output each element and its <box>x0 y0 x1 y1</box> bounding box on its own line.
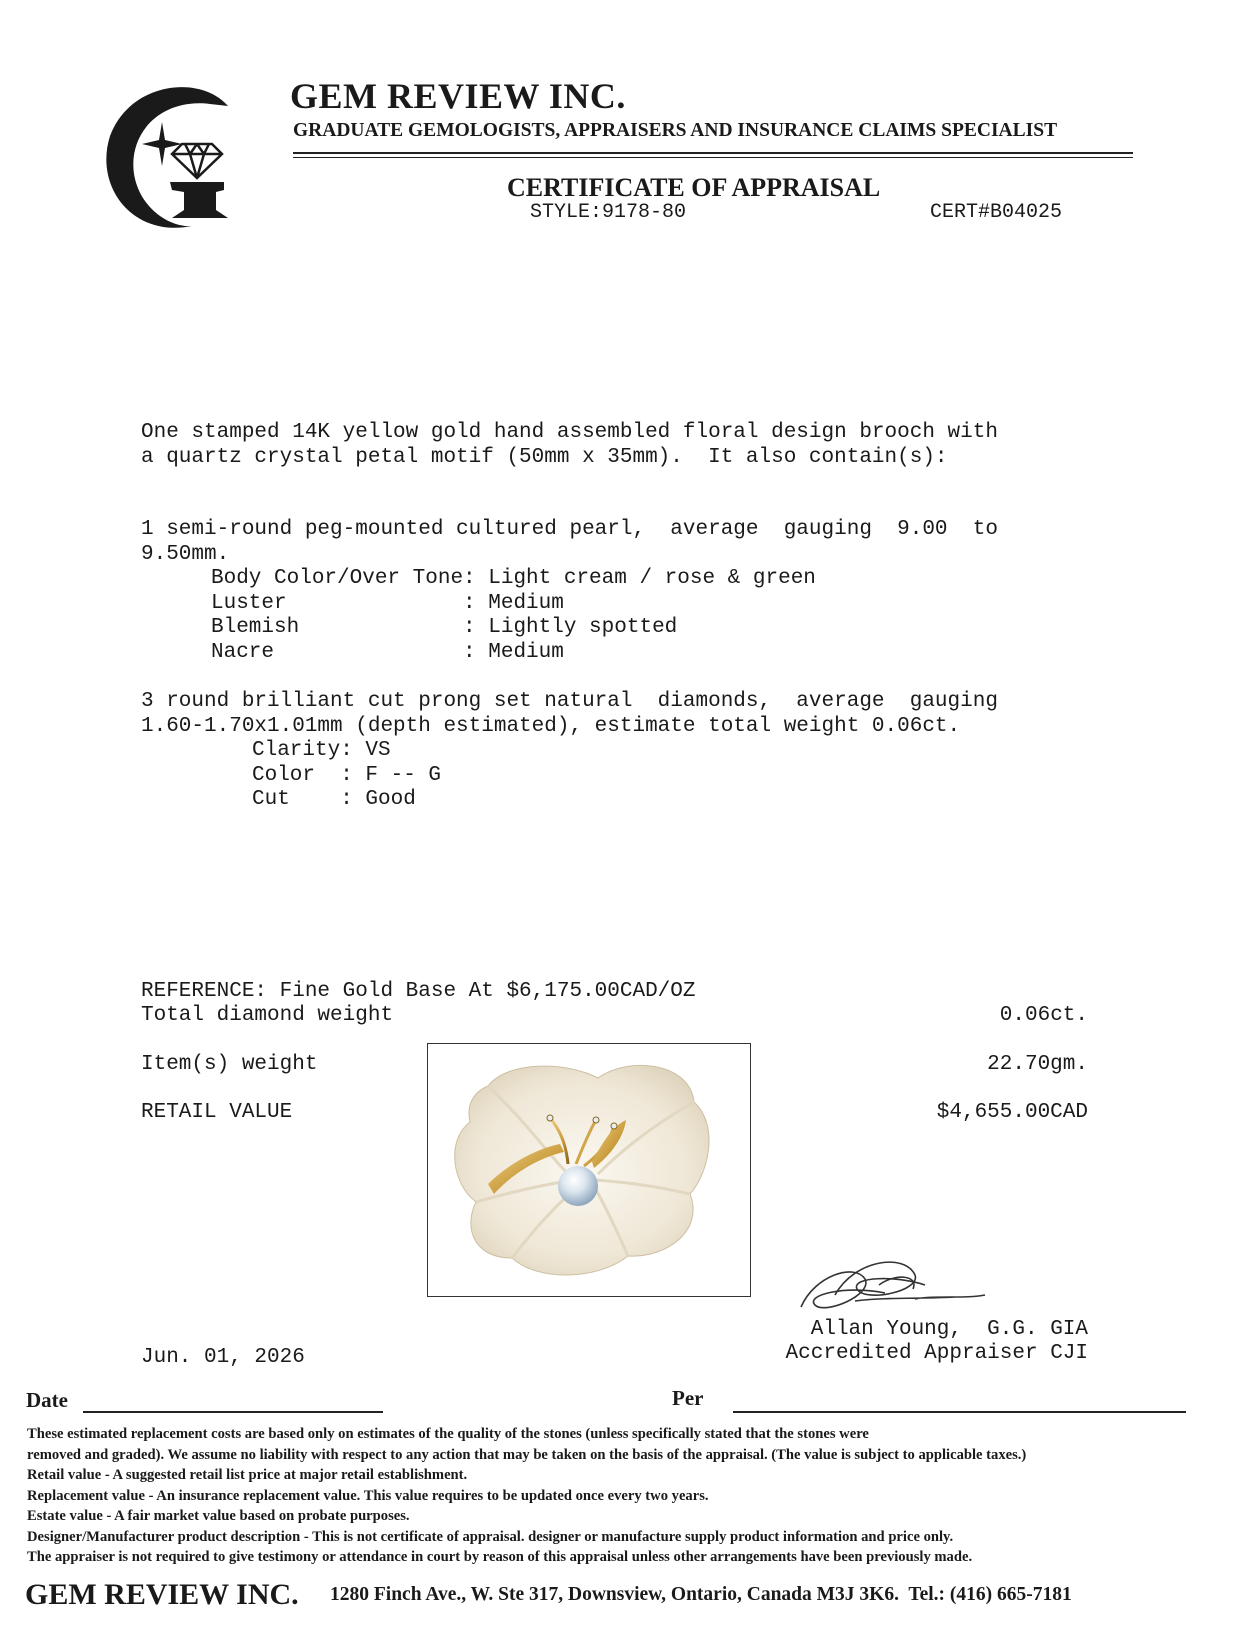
pearl-description <box>141 518 998 567</box>
item-weight-value: 22.70gm. <box>987 1053 1088 1076</box>
company-logo <box>100 78 240 238</box>
appraisal-date: Jun. 01, 2026 <box>141 1346 305 1369</box>
pearl-line: 9.50mm. <box>141 542 230 566</box>
diamond-description <box>141 690 998 739</box>
retail-value-label: RETAIL VALUE <box>141 1101 293 1124</box>
disclaimer-block <box>27 1424 1237 1568</box>
footer-address: 1280 Finch Ave., W. Ste 317, Downsview, Ontario, Canada M3J 3K6. Tel.: (416) 665-7181 <box>330 1584 1072 1605</box>
disclaimer-line: removed and graded). We assume no liability with respect to any action that may be taken on the basis of the appraisal. (The value is subject to applicable taxes.) <box>27 1446 1027 1463</box>
style-number: STYLE:9178-80 <box>530 201 687 224</box>
brooch-image <box>428 1044 750 1296</box>
certificate-number: CERT#B04025 <box>930 201 1063 224</box>
pearl-attribute: Nacre : Medium <box>211 640 564 664</box>
header-rule <box>293 152 1133 154</box>
total-diamond-weight-label: Total diamond weight <box>141 1004 394 1027</box>
disclaimer-line: Retail value - A suggested retail list price at major retail establishment. <box>27 1467 468 1483</box>
item-weight-label: Item(s) weight <box>141 1053 318 1076</box>
item-description <box>141 421 998 470</box>
diamond-line: 3 round brilliant cut prong set natural diamonds, average gauging <box>141 690 998 713</box>
diamond-attribute: Color : F -- G <box>252 763 442 787</box>
gold-reference: REFERENCE: Fine Gold Base At $6,175.00CAD/OZ <box>141 980 696 1003</box>
disclaimer-line: These estimated replacement costs are based only on estimates of the quality of the stones (unless specifically stated that the stones were <box>27 1426 869 1442</box>
diamond-attribute: Cut : Good <box>252 788 416 811</box>
pearl <box>558 1166 598 1206</box>
per-label: Per <box>672 1386 704 1410</box>
total-diamond-weight-value: 0.06ct. <box>999 1004 1088 1027</box>
per-signature-line <box>733 1411 1186 1413</box>
appraiser-name: Allan Young, G.G. GIA <box>810 1318 1088 1341</box>
date-label: Date <box>26 1388 68 1412</box>
footer-company-name: GEM REVIEW INC. <box>25 1578 299 1611</box>
description-line: One stamped 14K yellow gold hand assembled floral design brooch with <box>141 421 998 444</box>
pearl-attribute: Blemish : Lightly spotted <box>211 616 678 639</box>
disclaimer-line: Replacement value - An insurance replacement value. This value requires to be updated once every two years. <box>27 1487 709 1504</box>
item-photo <box>427 1043 751 1297</box>
diamond-attribute: Clarity: VS <box>252 739 391 762</box>
diamond-attributes <box>252 739 441 813</box>
disclaimer-line: Estate value - A fair market value based on probate purposes. <box>27 1508 410 1524</box>
diamond-icon <box>172 144 222 178</box>
disclaimer-line: Designer/Manufacturer product description - This is not certificate of appraisal. designer or manufacture supply product information and price only. <box>27 1528 954 1545</box>
pearl-attribute: Luster : Medium <box>211 591 564 615</box>
pearl-line: 1 semi-round peg-mounted cultured pearl, average gauging 9.00 to <box>141 518 998 541</box>
date-signature-line <box>83 1411 383 1413</box>
header-rule <box>293 157 1133 158</box>
pearl-attribute: Body Color/Over Tone: Light cream / rose & green <box>211 567 816 590</box>
disclaimer-line: The appraiser is not required to give testimony or attendance in court by reason of this appraisal unless other arrangements have been previously made. <box>27 1549 973 1565</box>
company-tagline: GRADUATE GEMOLOGISTS, APPRAISERS AND INSURANCE CLAIMS SPECIALIST <box>293 120 1058 141</box>
pearl-attributes <box>211 567 816 665</box>
certificate-title: CERTIFICATE OF APPRAISAL <box>507 173 881 202</box>
company-name: GEM REVIEW INC. <box>290 76 626 116</box>
appraiser-credential: Accredited Appraiser CJI <box>785 1342 1088 1365</box>
diamond-line: 1.60-1.70x1.01mm (depth estimated), estimate total weight 0.06ct. <box>141 714 961 738</box>
retail-value-amount: $4,655.00CAD <box>936 1101 1088 1124</box>
description-line: a quartz crystal petal motif (50mm x 35mm). It also contain(s): <box>141 445 948 469</box>
pedestal-icon <box>170 182 228 218</box>
